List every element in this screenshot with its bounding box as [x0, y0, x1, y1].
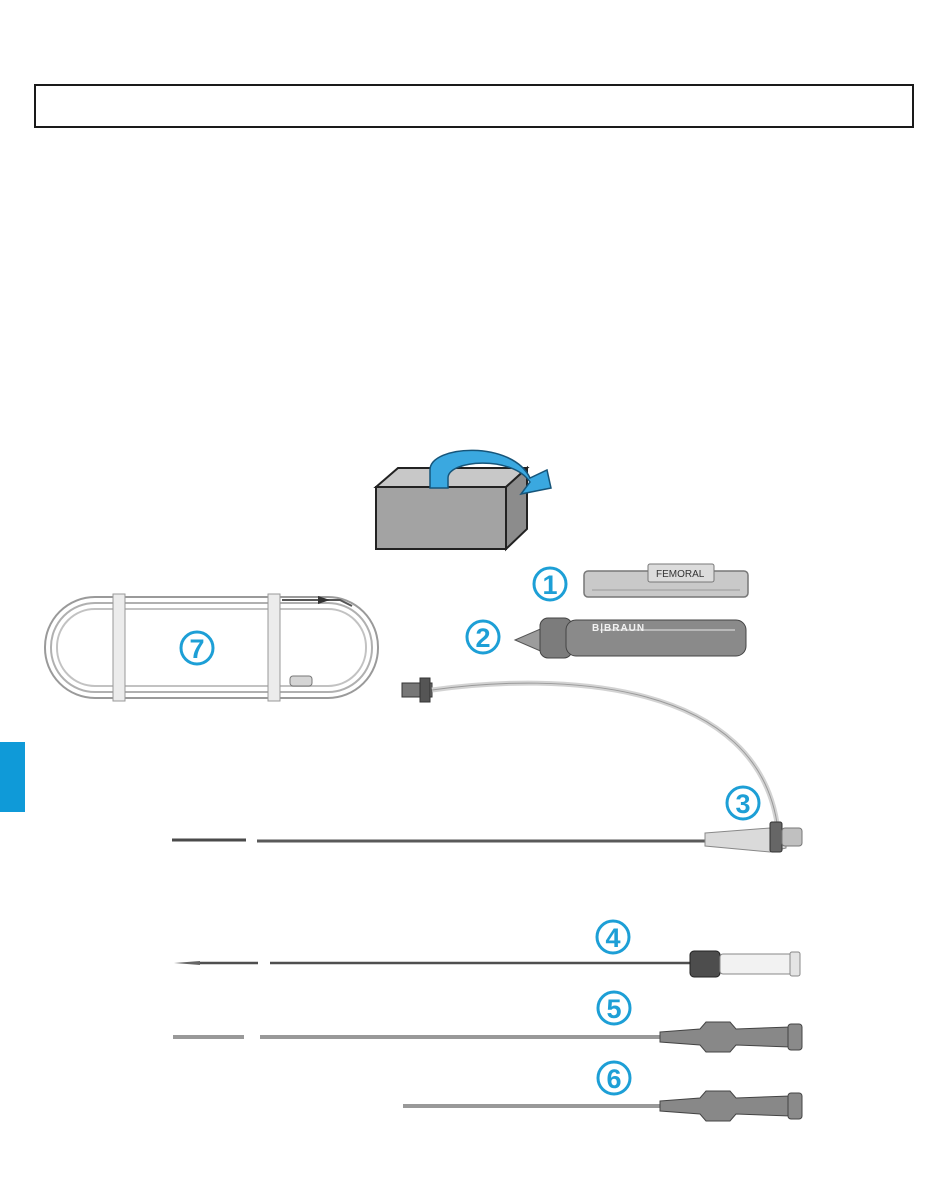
item-3-number-text: 3	[735, 789, 751, 819]
item-2-number-text: 2	[475, 623, 491, 653]
femoral-clamp	[584, 564, 748, 597]
item-6-number	[598, 1062, 630, 1094]
item-7-number	[181, 632, 213, 664]
dilator-short	[403, 1091, 802, 1121]
femoral-label: FEMORAL	[656, 569, 705, 580]
item-4-number	[597, 921, 629, 953]
item-6-number-text: 6	[606, 1064, 622, 1094]
braun-syringe	[515, 618, 746, 658]
extension-line	[402, 678, 778, 830]
item-2-number	[467, 621, 499, 653]
item-1-number-text: 1	[542, 570, 558, 600]
item-1-number	[534, 568, 566, 600]
open-box-icon	[376, 468, 527, 549]
item-3-number	[727, 787, 759, 819]
introducer-needle	[174, 951, 800, 977]
dilator-long	[173, 1022, 802, 1052]
braun-label: B|BRAUN	[592, 623, 646, 634]
central-catheter	[172, 822, 802, 852]
item-5-number-text: 5	[606, 994, 622, 1024]
item-4-number-text: 4	[605, 923, 621, 953]
item-5-number	[598, 992, 630, 1024]
item-7-number-text: 7	[189, 634, 205, 664]
